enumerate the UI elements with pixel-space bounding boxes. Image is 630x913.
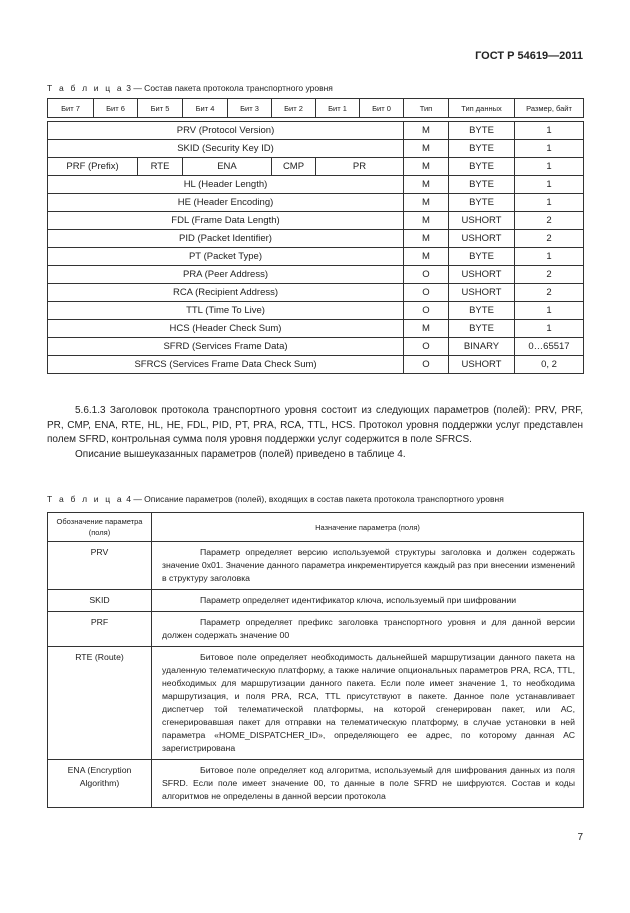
size-cell: 1 (515, 176, 584, 194)
dtype-cell: BINARY (449, 338, 515, 356)
col-header: Бит 5 (138, 99, 183, 118)
field-cell: FDL (Frame Data Length) (48, 212, 404, 230)
field-cell: SKID (Security Key ID) (48, 140, 404, 158)
size-cell: 0…65517 (515, 338, 584, 356)
ena-cell: ENA (183, 158, 272, 176)
col-header: Бит 6 (94, 99, 138, 118)
field-cell: HCS (Header Check Sum) (48, 320, 404, 338)
field-cell: PRA (Peer Address) (48, 266, 404, 284)
size-cell: 2 (515, 266, 584, 284)
param-name: ENA (Encryption Algorithm) (48, 760, 152, 808)
rte-cell: RTE (138, 158, 183, 176)
col-header: Тип данных (449, 99, 515, 118)
size-cell: 1 (515, 158, 584, 176)
col-header: Размер, байт (515, 99, 584, 118)
table-row (48, 647, 584, 760)
table-row (48, 230, 584, 248)
type-cell: O (404, 302, 449, 320)
table-row (48, 320, 584, 338)
table-row (48, 612, 584, 647)
field-cell: PT (Packet Type) (48, 248, 404, 266)
field-cell: SFRCS (Services Frame Data Check Sum) (48, 356, 404, 374)
type-cell: M (404, 122, 449, 140)
param-desc: Битовое поле определяет необходимость дальнейшей маршрутизации данного пакета на удаленную телематическую платформу, а также наличие опциональных параметров PRA, RCA, TTL, необходимых для маршрутизации данного пакета. Если поле имеет значение 1, то необходима маршрутизация, и поля PRA, RCA, TTL присутствуют в пакете. Данное поле устанавливает диспетчер той телематической платформы, на которой сгенерирован пакет, или АС, сгенерировавшая пакет для отправки на телематическую платформу, в случае установки в ней параметра «HOME_DISPATCHER_ID», определяющего ее адрес, по которому данная АС зарегистрирована (152, 647, 584, 760)
param-desc: Параметр определяет идентификатор ключа, используемый при шифровании (152, 590, 584, 612)
table-row (48, 356, 584, 374)
prf-cell: PRF (Prefix) (48, 158, 138, 176)
page-number: 7 (577, 832, 583, 843)
type-cell: M (404, 140, 449, 158)
size-cell: 1 (515, 248, 584, 266)
param-name: PRF (48, 612, 152, 647)
dtype-cell: BYTE (449, 140, 515, 158)
field-cell: HE (Header Encoding) (48, 194, 404, 212)
body-text (47, 404, 583, 462)
col-header: Тип (404, 99, 449, 118)
param-name: SKID (48, 590, 152, 612)
dtype-cell: BYTE (449, 248, 515, 266)
table3 (47, 98, 584, 374)
dtype-cell: BYTE (449, 158, 515, 176)
table-row (48, 284, 584, 302)
size-cell: 1 (515, 320, 584, 338)
field-cell: SFRD (Services Frame Data) (48, 338, 404, 356)
pr-cell: PR (316, 158, 404, 176)
table-row (48, 590, 584, 612)
table4-header-row (48, 513, 584, 542)
dtype-cell: BYTE (449, 122, 515, 140)
table-row (48, 158, 584, 176)
col-header: Бит 2 (272, 99, 316, 118)
type-cell: M (404, 194, 449, 212)
dtype-cell: USHORT (449, 284, 515, 302)
type-cell: O (404, 356, 449, 374)
table-row (48, 760, 584, 808)
table-row (48, 302, 584, 320)
dtype-cell: USHORT (449, 212, 515, 230)
dtype-cell: BYTE (449, 320, 515, 338)
standard-number: ГОСТ Р 54619—2011 (475, 50, 583, 62)
type-cell: M (404, 230, 449, 248)
table4-caption: Т а б л и ц а 4 — Описание параметров (полей), входящих в состав пакета протокола транспортного уровня (47, 494, 504, 504)
col-header: Бит 1 (316, 99, 360, 118)
field-cell: PRV (Protocol Version) (48, 122, 404, 140)
size-cell: 0, 2 (515, 356, 584, 374)
type-cell: M (404, 212, 449, 230)
size-cell: 2 (515, 212, 584, 230)
col-header: Бит 4 (183, 99, 228, 118)
field-cell: PID (Packet Identifier) (48, 230, 404, 248)
type-cell: O (404, 338, 449, 356)
param-name: PRV (48, 542, 152, 590)
table3-header-row (48, 99, 584, 118)
table-row (48, 266, 584, 284)
size-cell: 2 (515, 284, 584, 302)
col-header: Бит 3 (228, 99, 272, 118)
dtype-cell: BYTE (449, 176, 515, 194)
type-cell: O (404, 266, 449, 284)
param-desc: Параметр определяет префикс заголовка транспортного уровня и для данной версии должен содержать значение 00 (152, 612, 584, 647)
type-cell: M (404, 158, 449, 176)
paragraph: Описание вышеуказанных параметров (полей) приведено в таблице 4. (75, 448, 406, 460)
paragraph: 5.6.1.3 Заголовок протокола транспортного уровня состоит из следующих параметров (полей): PRV, PRF, PR, CMP, ENA, RTE, HL, HE, FDL, PID, PT, PRA, RCA, TTL, HCS. Протокол уровня поддержки услуг представлен полем SFRD, контрольная сумма поля уровня поддержки услуг содержится в поле SFRCS. (47, 405, 583, 445)
dtype-cell: USHORT (449, 356, 515, 374)
table-row (48, 122, 584, 140)
size-cell: 1 (515, 140, 584, 158)
col-header: Бит 7 (48, 99, 94, 118)
type-cell: M (404, 320, 449, 338)
dtype-cell: USHORT (449, 266, 515, 284)
param-name: RTE (Route) (48, 647, 152, 760)
table-row (48, 140, 584, 158)
dtype-cell: BYTE (449, 302, 515, 320)
col-header: Бит 0 (360, 99, 404, 118)
field-cell: HL (Header Length) (48, 176, 404, 194)
table4 (47, 512, 584, 808)
table3-caption: Т а б л и ц а 3 — Состав пакета протокола транспортного уровня (47, 83, 333, 93)
type-cell: M (404, 176, 449, 194)
size-cell: 1 (515, 302, 584, 320)
param-desc: Параметр определяет версию используемой структуры заголовка и должен содержать значение 0x01. Значение данного параметра инкрементируется каждый раз при внесении изменений в структуру заголовка (152, 542, 584, 590)
size-cell: 2 (515, 230, 584, 248)
cmp-cell: CMP (272, 158, 316, 176)
param-desc: Битовое поле определяет код алгоритма, используемый для шифрования данных из поля SFRD. Если поле имеет значение 00, то данные в поле SFRD не шифруются. Состав и коды алгоритмов не определены в данной версии протокола (152, 760, 584, 808)
col-header: Назначение параметра (поля) (152, 513, 584, 542)
table-row (48, 212, 584, 230)
dtype-cell: BYTE (449, 194, 515, 212)
table-row (48, 338, 584, 356)
field-cell: RCA (Recipient Address) (48, 284, 404, 302)
table-row (48, 248, 584, 266)
table-row (48, 542, 584, 590)
table-row (48, 194, 584, 212)
col-header: Обозначение параметра (поля) (48, 513, 152, 542)
type-cell: M (404, 248, 449, 266)
table-row (48, 176, 584, 194)
dtype-cell: USHORT (449, 230, 515, 248)
field-cell: TTL (Time To Live) (48, 302, 404, 320)
type-cell: O (404, 284, 449, 302)
size-cell: 1 (515, 122, 584, 140)
size-cell: 1 (515, 194, 584, 212)
